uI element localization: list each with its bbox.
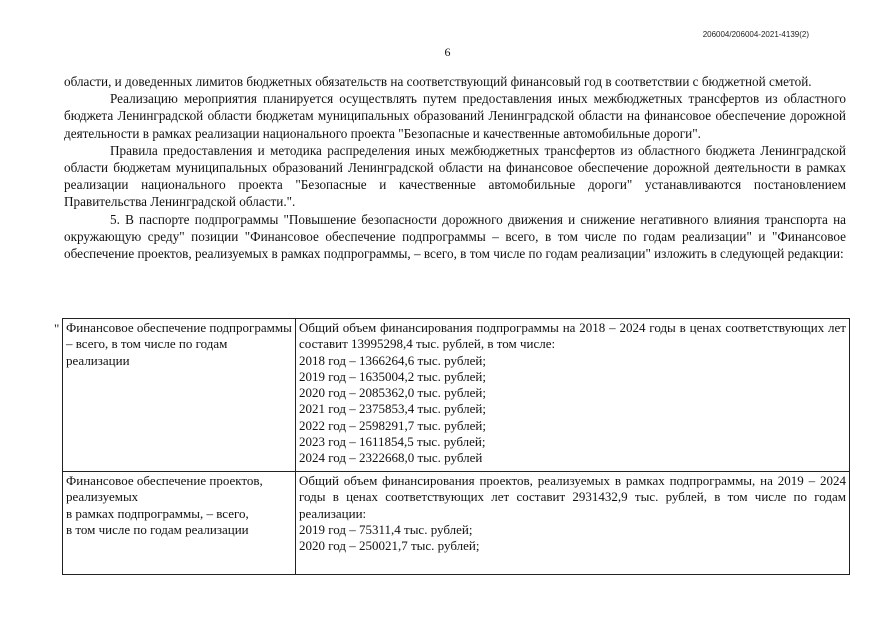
- year-line: 2024 год – 2322668,0 тыс. рублей: [299, 450, 483, 466]
- paragraph-rules: Правила предоставления и методика распределения иных межбюджетных трансфертов из областного бюджета Ленинградской области бюджетам муниципальных образований Ленинградской области на финансовое обеспечение дорожной деятельности в рамках реализации национального проекта "Безопасные и качественные автомобильные дороги" устанавливаются постановлением Правительства Ленинградской области.".: [64, 142, 846, 210]
- row-value-subprogram-financing: [296, 319, 850, 472]
- year-line: 2019 год – 1635004,2 тыс. рублей;: [299, 368, 486, 384]
- label-line: в рамках подпрограммы, – всего,: [66, 505, 249, 521]
- table-row: [63, 319, 850, 472]
- body-text: [64, 73, 846, 262]
- financing-summary: Общий объем финансирования подпрограммы на 2018 – 2024 годы в ценах соответствующих лет составит 13995298,4 тыс. рублей, в том числе:: [299, 320, 846, 352]
- year-line: 2019 год – 75311,4 тыс. рублей;: [299, 521, 473, 537]
- row-label-subprogram-financing: Финансовое обеспечение подпрограммы – всего, в том числе по годам реализации: [63, 319, 296, 472]
- paragraph-continuation: области, и доведенных лимитов бюджетных обязательств на соответствующий финансовый год в соответствии с бюджетной сметой.: [64, 74, 812, 89]
- label-line: Финансовое обеспечение проектов,: [66, 473, 263, 488]
- page-number: 6: [444, 45, 451, 59]
- year-line: 2021 год – 2375853,4 тыс. рублей;: [299, 401, 486, 417]
- row-label-project-financing: [63, 472, 296, 575]
- row-value-project-financing: [296, 472, 850, 575]
- table-row: [63, 472, 850, 575]
- paragraph-implementation: Реализацию мероприятия планируется осуществлять путем предоставления иных межбюджетных трансфертов из областного бюджета Ленинградской области бюджетам муниципальных образований Ленинградской области на финансовое обеспечение дорожной деятельности в рамках реализации национального проекта "Безопасные и качественные автомобильные дороги".: [64, 91, 846, 141]
- year-line: 2020 год – 2085362,0 тыс. рублей;: [299, 385, 486, 401]
- financing-table: [62, 318, 850, 575]
- year-line: 2020 год – 250021,7 тыс. рублей;: [299, 538, 480, 554]
- year-line: 2018 год – 1366264,6 тыс. рублей;: [299, 352, 486, 368]
- label-line: реализуемых: [66, 489, 139, 505]
- paragraph-item-5: 5. В паспорте подпрограммы "Повышение безопасности дорожного движения и снижение негативного влияния транспорта на окружающую среду" позиции "Финансовое обеспечение подпрограммы – всего, в том числе по годам реализации" и "Финансовое обеспечение проектов, реализуемых в рамках подпрограммы, – всего, в том числе по годам реализации" изложить в следующей редакции:: [64, 211, 846, 262]
- open-quote-mark: ": [54, 321, 60, 336]
- financing-summary: Общий объем финансирования проектов, реализуемых в рамках подпрограммы, на 2019 – 2024 годы в ценах соответствующих лет составит 2931432,9 тыс. рублей, в том числе по годам реализации:: [299, 473, 846, 521]
- year-line: 2023 год – 1611854,5 тыс. рублей;: [299, 434, 486, 450]
- label-line: в том числе по годам реализации: [66, 521, 249, 537]
- document-id: 206004/206004-2021-4139(2): [702, 30, 809, 39]
- year-line: 2022 год – 2598291,7 тыс. рублей;: [299, 417, 486, 433]
